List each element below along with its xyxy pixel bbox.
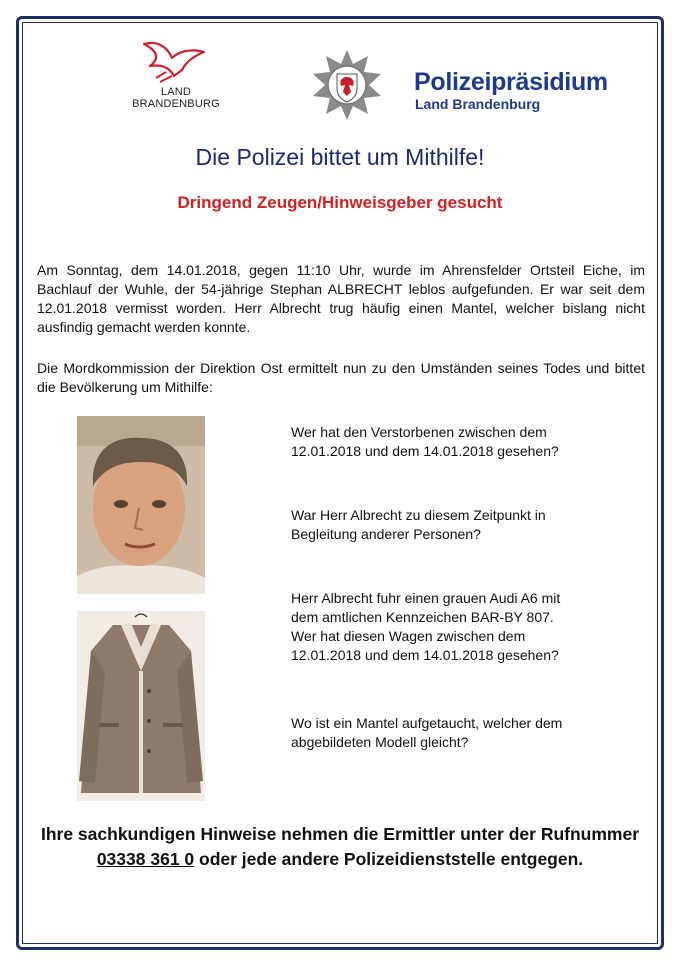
- brandenburg-eagle-icon: [138, 38, 214, 86]
- question-1: Wer hat den Verstorbenen zwischen dem 12.01.2018 und dem 14.01.2018 gesehen?: [291, 424, 559, 459]
- police-star-icon: [312, 50, 382, 120]
- coat-photo: [77, 611, 205, 801]
- footer-text-after: oder jede andere Polizeidienststelle entgegen.: [194, 849, 584, 869]
- phone-number[interactable]: 03338 361 0: [96, 849, 195, 869]
- land-brandenburg-logo: [126, 38, 226, 112]
- page-title: Die Polizei bittet um Mithilfe!: [195, 144, 485, 170]
- footer-text-before: Ihre sachkundigen Hinweise nehmen die Ermittler unter der Rufnummer: [40, 824, 640, 844]
- question-3: Herr Albrecht fuhr einen grauen Audi A6 mit dem amtlichen Kennzeichen BAR-BY 807. Wer hat diesen Wagen zwischen dem 12.01.2018 und dem 14.01.2018 gesehen?: [291, 590, 561, 663]
- question-4: Wo ist ein Mantel aufgetaucht, welcher dem abgebildeten Modell gleicht?: [291, 715, 563, 750]
- brandenburg-logo-text: LAND BRANDENBURG: [132, 86, 220, 110]
- org-subtitle: Land Brandenburg: [415, 96, 541, 112]
- investigation-paragraph: Die Mordkommission der Direktion Ost ermittelt nun zu den Umständen seines Todes und bittet die Bevölkerung um Mithilfe:: [37, 360, 645, 395]
- footer-contact: [40, 822, 640, 872]
- intro-paragraph: Am Sonntag, dem 14.01.2018, gegen 11:10 Uhr, wurde im Ahrensfelder Ortsteil Eiche, im Bachlauf der Wuhle, der 54-jährige Stephan ALBRECHT leblos aufgefunden. Er war seit dem 12.01.2018 vermisst worden. Herr Albrecht trug häufig einen Mantel, welcher bislang nicht ausfindig gemacht werden konnte.: [37, 262, 645, 335]
- victim-photo: [77, 416, 205, 594]
- org-name: Polizeipräsidium: [414, 68, 608, 96]
- question-2: War Herr Albrecht zu diesem Zeitpunkt in Begleitung anderer Personen?: [291, 507, 546, 542]
- page-subtitle: Dringend Zeugen/Hinweisgeber gesucht: [177, 193, 503, 212]
